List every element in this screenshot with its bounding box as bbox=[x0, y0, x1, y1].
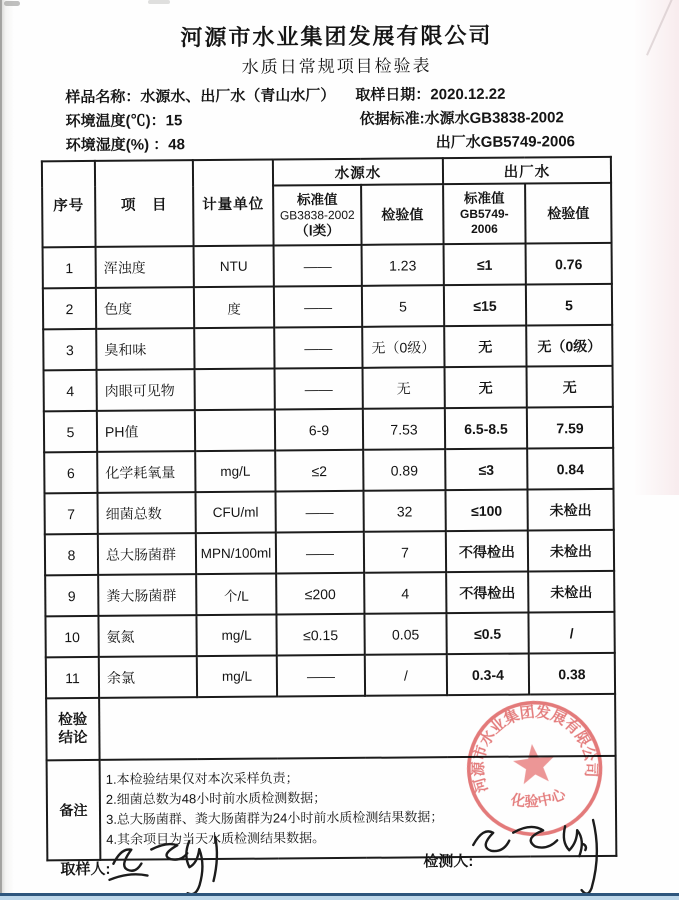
cell-item: 总大肠菌群 bbox=[98, 533, 196, 575]
cell-item: 色度 bbox=[96, 287, 194, 329]
source-standard-class: （Ⅰ类） bbox=[295, 222, 340, 238]
cell-val1: 4 bbox=[364, 572, 446, 614]
table-row bbox=[44, 366, 613, 411]
remark-line-2: 2.细菌总数为48小时前水质检测数据； bbox=[105, 790, 327, 807]
table-row bbox=[45, 612, 614, 657]
sampling-date-label: 取样日期： bbox=[355, 86, 431, 104]
cell-unit: mg/L bbox=[197, 656, 277, 698]
cell-std1: —— bbox=[275, 491, 363, 533]
remark-line-4: 4.其余项目为当天水质检测结果数据。 bbox=[106, 830, 326, 847]
cell-no: 5 bbox=[44, 411, 97, 452]
env-temp-label: 环境温度(℃)： bbox=[65, 112, 166, 131]
standard-line bbox=[359, 106, 563, 129]
table-row bbox=[44, 448, 613, 493]
cell-std2: ≤0.5 bbox=[446, 613, 528, 655]
group-header-source-water: 水源水 bbox=[273, 158, 443, 185]
cell-std1: —— bbox=[274, 286, 362, 328]
cell-std2: 无 bbox=[445, 367, 527, 409]
sample-name-label: 样品名称： bbox=[65, 88, 141, 107]
col-header-item: 项 目 bbox=[95, 160, 194, 247]
cell-val2: 无（0级） bbox=[526, 325, 612, 367]
cell-val1: 1.23 bbox=[362, 244, 444, 286]
cell-unit: mg/L bbox=[195, 451, 275, 493]
env-humidity-line bbox=[66, 133, 185, 155]
cell-val1: / bbox=[365, 654, 447, 696]
cell-std1: —— bbox=[275, 368, 363, 410]
cell-val2: 无 bbox=[527, 366, 613, 408]
standard-source-value: 水源水GB3838-2002 bbox=[424, 109, 564, 128]
conclusion-label-line1: 检验 bbox=[58, 711, 88, 729]
cell-std2: 不得检出 bbox=[446, 531, 528, 573]
cell-val2: / bbox=[528, 612, 614, 654]
cell-item: 氨氮 bbox=[98, 615, 196, 657]
table-row bbox=[45, 530, 614, 575]
cell-no: 4 bbox=[44, 370, 97, 411]
standard-label: 依据标准: bbox=[359, 110, 425, 128]
cell-unit: NTU bbox=[194, 246, 274, 288]
cell-std1: ≤2 bbox=[275, 450, 363, 492]
cell-val2: 未检出 bbox=[528, 571, 614, 613]
cell-unit: 个/L bbox=[196, 574, 276, 616]
seal-center-text: 化验中心 bbox=[509, 786, 568, 811]
seal-star-icon bbox=[511, 742, 556, 785]
cell-val2: 5 bbox=[526, 284, 612, 326]
scan-smudge bbox=[148, 0, 170, 4]
cell-val2: 0.76 bbox=[526, 243, 612, 285]
cell-val2: 7.59 bbox=[527, 407, 613, 449]
col-header-factory-standard bbox=[443, 184, 525, 245]
seal-ring-text: 河源市水业集团发展有限公司 bbox=[471, 704, 599, 795]
sampling-date-value: 2020.12.22 bbox=[430, 85, 506, 104]
cell-val1: 7.53 bbox=[363, 408, 445, 450]
cell-std2: 无 bbox=[444, 326, 526, 368]
cell-std1: ≤0.15 bbox=[276, 614, 364, 656]
cell-std2: 0.3-4 bbox=[447, 654, 529, 696]
cell-no: 11 bbox=[46, 657, 99, 698]
cell-unit bbox=[194, 328, 274, 370]
cell-unit: 度 bbox=[194, 287, 274, 329]
company-title: 河源市水业集团发展有限公司 bbox=[180, 22, 493, 51]
env-temp-line bbox=[65, 109, 182, 131]
remarks-label-cell: 备注 bbox=[47, 760, 101, 860]
cell-val2: 未检出 bbox=[527, 489, 613, 531]
cell-unit bbox=[195, 410, 275, 452]
conclusion-label-cell bbox=[46, 698, 99, 760]
table-body bbox=[43, 243, 616, 698]
cell-item: 臭和味 bbox=[96, 328, 194, 370]
cell-unit: mg/L bbox=[196, 615, 276, 657]
table-row bbox=[43, 243, 612, 288]
cell-val2: 0.38 bbox=[529, 653, 615, 695]
cell-val1: 7 bbox=[364, 531, 446, 573]
cell-std2: 不得检出 bbox=[446, 572, 528, 614]
factory-standard-gb: GB5749-2006 bbox=[459, 206, 509, 236]
cell-std1: —— bbox=[274, 245, 362, 287]
cell-std2: ≤1 bbox=[444, 244, 526, 286]
cell-std1: —— bbox=[274, 327, 362, 369]
env-humidity-label: 环境湿度(%) ： bbox=[65, 136, 169, 155]
cell-item: 粪大肠菌群 bbox=[98, 574, 196, 616]
source-standard-gb: GB3838-2002 bbox=[279, 207, 355, 222]
cell-std2: ≤3 bbox=[445, 449, 527, 491]
cell-val1: 无 bbox=[363, 367, 445, 409]
tester-label: 检测人: bbox=[423, 852, 474, 871]
sample-name-value: 水源水、出厂水（青山水厂） bbox=[140, 87, 336, 106]
scan-smudge bbox=[4, 1, 20, 6]
source-standard-line1: 标准值 bbox=[296, 191, 338, 207]
env-humidity-value: 48 bbox=[168, 136, 186, 154]
table-row bbox=[46, 653, 615, 698]
table-row bbox=[45, 571, 614, 616]
cell-item: 肉眼可见物 bbox=[97, 369, 195, 411]
cell-unit bbox=[195, 369, 275, 411]
sampler-label: 取样人: bbox=[60, 860, 111, 879]
cell-no: 6 bbox=[44, 452, 97, 493]
cell-no: 2 bbox=[43, 288, 96, 329]
table-row bbox=[43, 325, 612, 370]
factory-standard-line1: 标准值 bbox=[463, 190, 505, 207]
table-header bbox=[42, 157, 612, 247]
cell-val1: 32 bbox=[363, 490, 445, 532]
group-header-factory-water: 出厂水 bbox=[443, 157, 611, 184]
cell-no: 3 bbox=[43, 329, 96, 370]
table-row bbox=[44, 407, 613, 452]
conclusion-label-line2: 结论 bbox=[58, 729, 88, 747]
cell-std1: —— bbox=[276, 532, 364, 574]
cell-no: 8 bbox=[45, 534, 98, 575]
scan-left-edge-line bbox=[0, 0, 2, 900]
cell-item: 余氯 bbox=[99, 656, 197, 698]
cell-std2: ≤15 bbox=[444, 285, 526, 327]
col-header-unit: 计量单位 bbox=[193, 160, 274, 247]
sampling-date-line bbox=[355, 83, 505, 105]
col-header-source-standard bbox=[273, 185, 361, 246]
sample-name-line bbox=[65, 84, 335, 107]
cell-val1: 无（0级） bbox=[362, 326, 444, 368]
cell-item: 细菌总数 bbox=[97, 492, 195, 534]
tester-signature bbox=[465, 814, 626, 899]
cell-no: 10 bbox=[45, 616, 98, 657]
cell-no: 1 bbox=[43, 247, 96, 288]
svg-text:化验中心 bbox=[507, 784, 569, 813]
table-row bbox=[43, 284, 612, 329]
col-header-source-value: 检验值 bbox=[361, 184, 443, 245]
env-temp-value: 15 bbox=[165, 112, 183, 130]
table-row bbox=[44, 489, 613, 534]
cell-std1: 6-9 bbox=[275, 409, 363, 451]
remark-line-1: 1.本检验结果仅对本次采样负责； bbox=[105, 770, 299, 787]
cell-std2: 6.5-8.5 bbox=[445, 408, 527, 450]
cell-val2: 0.84 bbox=[527, 448, 613, 490]
cell-item: 浑浊度 bbox=[96, 246, 194, 288]
cell-std1: —— bbox=[277, 655, 365, 697]
cell-item: 化学耗氧量 bbox=[97, 451, 195, 493]
report-title: 水质日常规项目检验表 bbox=[241, 56, 432, 77]
cell-no: 7 bbox=[44, 493, 97, 534]
col-header-no: 序号 bbox=[42, 161, 96, 247]
standard-factory-value: 出厂水GB5749-2006 bbox=[435, 133, 576, 152]
cell-std1: ≤200 bbox=[276, 573, 364, 615]
cell-val1: 0.89 bbox=[363, 449, 445, 491]
scan-bottom-strip bbox=[0, 893, 679, 900]
cell-no: 9 bbox=[45, 575, 98, 616]
cell-std2: ≤100 bbox=[445, 490, 527, 532]
remark-line-3: 3.总大肠菌群、粪大肠菌群为24小时前水质检测结果数据； bbox=[105, 809, 444, 827]
col-header-factory-value: 检验值 bbox=[525, 183, 611, 244]
cell-item: PH值 bbox=[97, 410, 195, 452]
cell-val1: 5 bbox=[362, 285, 444, 327]
cell-val2: 未检出 bbox=[528, 530, 614, 572]
cell-val1: 0.05 bbox=[364, 613, 446, 655]
sampler-signature bbox=[103, 829, 234, 900]
standard-factory-line bbox=[436, 130, 575, 152]
cell-unit: CFU/ml bbox=[195, 492, 275, 534]
cell-unit: MPN/100ml bbox=[196, 533, 276, 575]
